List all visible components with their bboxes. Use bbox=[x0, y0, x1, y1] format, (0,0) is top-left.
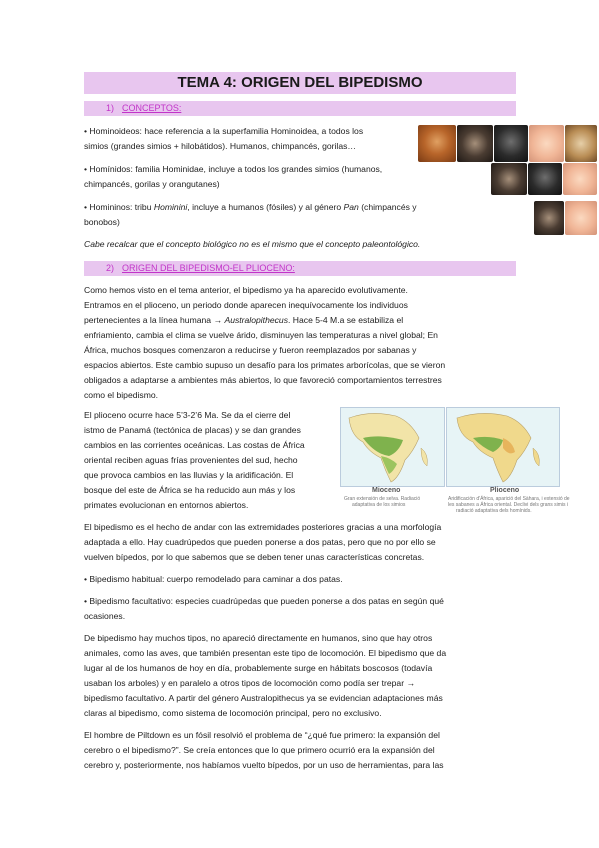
concept-homininos-line1 bbox=[84, 200, 417, 215]
map-title-plioceno: Plioceno bbox=[490, 487, 520, 494]
section-number: 1) bbox=[106, 103, 115, 113]
map-caption-mioceno: Gran extensión de selva. Radiació bbox=[344, 496, 421, 502]
concept-hominoideos-line1: • Hominoideos: hace referencia a la superfamilia Hominoidea, a todos los bbox=[84, 126, 364, 136]
paragraph-line: que provoca cambios en las lluvias y la aridificación. El bbox=[84, 470, 294, 480]
text: • Homininos: tribu bbox=[84, 202, 154, 212]
bullet-bipedismo-facultativo: • Bipedismo facultativo: especies cuadrúpedas que pueden ponerse a dos patas en según qué bbox=[84, 596, 444, 606]
paragraph-line: El hombre de Piltdown es un fósil resolvió el problema de “¿qué fue primero: la expansión del bbox=[84, 730, 440, 740]
taxon-italic: Pan bbox=[343, 202, 359, 212]
paragraph-line bbox=[84, 313, 403, 328]
paragraph-line: espacios abiertos. Este cambio supuso un desafío para los primates arborícolas, que se vieron bbox=[84, 360, 446, 370]
section-number: 2) bbox=[106, 263, 115, 273]
orangutan-photo bbox=[418, 125, 456, 162]
chimpanzee-photo bbox=[534, 201, 564, 235]
paragraph-line: cerebro o el bipedismo?”. Se creía entonces que lo que primero ocurrió era la expansión del bbox=[84, 745, 435, 755]
section-heading-conceptos bbox=[84, 101, 516, 116]
section-label: ORIGEN DEL BIPEDISMO-EL PLIOCENO: bbox=[122, 263, 295, 273]
paragraph-line: oriental reciben aguas frías provenientes del sud, hecho bbox=[84, 455, 298, 465]
paragraph-line: vuelven bípedos, por lo que sabemos que se deben tener unas características concretas. bbox=[84, 552, 425, 562]
text: , incluye a humanos (fósiles) y al género bbox=[187, 202, 344, 212]
paragraph-line: adaptada a ello. Hay cuadrúpedos que pueden ponerse a dos patas, pero que no por ello se bbox=[84, 537, 436, 547]
map-caption-plioceno: Aridificación d'África, aparició del Sàhara, i extensió de bbox=[448, 496, 570, 502]
paragraph-line: usaban los arboles) y en paralelo a otros tipos de locomoción como podía ser trepar → bbox=[84, 678, 416, 688]
chimpanzee-photo bbox=[457, 125, 493, 162]
gibbon-photo bbox=[565, 125, 597, 162]
section-heading-plioceno bbox=[84, 261, 516, 276]
map-caption-mioceno: adaptativa de los simios bbox=[352, 502, 406, 508]
chimpanzee-photo bbox=[491, 163, 527, 195]
text: . Hace 5-4 M.a se estabiliza el bbox=[288, 315, 404, 325]
paragraph-line: Como hemos visto en el tema anterior, el bipedismo ya ha aparecido evolutivamente. bbox=[84, 285, 408, 295]
paragraph-line: bipedismo facultativo. A partir del género Australopithecus ya se evidencian adaptaciones más bbox=[84, 693, 443, 703]
paragraph-line: claras al bipedismo, como sistema de locomoción principal, pero no exclusivo. bbox=[84, 708, 382, 718]
paragraph-line: De bipedismo hay muchos tipos, no apareció directamente en humanos, sino que hay otros bbox=[84, 633, 433, 643]
paragraph-line: bosque del este de África se ha reducido aun más y los bbox=[84, 485, 296, 495]
map-title-mioceno: Mioceno bbox=[372, 487, 401, 494]
page-title: TEMA 4: ORIGEN DEL BIPEDISMO bbox=[84, 72, 516, 94]
pliocene-africa-map bbox=[446, 407, 560, 487]
taxon-italic: Australopithecus bbox=[224, 315, 289, 325]
paragraph-line: El bipedismo es el hecho de andar con las extremidades posteriores gracias a una morfología bbox=[84, 522, 442, 532]
concept-homininos-line2: bonobos) bbox=[84, 217, 120, 227]
map-caption-plioceno: radiació adaptativa dels homínids. bbox=[456, 508, 532, 514]
paragraph-line: África, muchos bosques comenzaron a reducirse y fueron reemplazados por sabanas y bbox=[84, 345, 417, 355]
paragraph-line: animales, como las aves, que también presentan este tipo de locomoción. El bipedismo que da bbox=[84, 648, 447, 658]
miocene-africa-map bbox=[340, 407, 445, 487]
concept-hominidos-line2: chimpancés, gorilas y orangutanes) bbox=[84, 179, 220, 189]
paragraph-line: lugar al de los humanos de hoy en día, probablemente surge en hábitats boscosos (todavía bbox=[84, 663, 433, 673]
paragraph-line: cambios en las corrientes oceánicas. Las costas de África bbox=[84, 440, 305, 450]
section-label: CONCEPTOS: bbox=[122, 103, 182, 113]
bullet-bipedismo-facultativo: ocasiones. bbox=[84, 611, 126, 621]
concept-hominoideos-line2: simios (grandes simios + hilobátidos). Humanos, chimpancés, gorilas… bbox=[84, 141, 357, 151]
paragraph-line: istmo de Panamá (tectónica de placas) y se dan grandes bbox=[84, 425, 301, 435]
paragraph-line: como el bipedismo. bbox=[84, 390, 159, 400]
paragraph-line: primates evolucionan en entornos abiertos. bbox=[84, 500, 249, 510]
paragraph-line: obligados a adaptarse a ambientes más abiertos, lo que favoreció comportamientos terrestres bbox=[84, 375, 442, 385]
gorilla-photo bbox=[528, 163, 562, 195]
gorilla-photo bbox=[494, 125, 528, 162]
concept-hominidos-line1: • Homínidos: familia Hominidae, incluye a todos los grandes simios (humanos, bbox=[84, 164, 383, 174]
paragraph-line: El plioceno ocurre hace 5’3-2’6 Ma. Se da el cierre del bbox=[84, 410, 291, 420]
paragraph-line: cerebro y, posteriormente, nos habíamos vuelto bípedos, por un uso de herramientas, para las bbox=[84, 760, 444, 770]
taxon-italic: Hominini bbox=[153, 202, 188, 212]
bullet-bipedismo-habitual: • Bipedismo habitual: cuerpo remodelado para caminar a dos patas. bbox=[84, 574, 343, 584]
text: (chimpancés y bbox=[358, 202, 417, 212]
baby-photo bbox=[563, 163, 597, 195]
paragraph-line: enfriamiento, cambia el clima se vuelve árido, disminuyen las temperaturas a nivel global; En bbox=[84, 330, 438, 340]
text: pertenecientes a la línea humana → bbox=[84, 315, 225, 325]
concept-note: Cabe recalcar que el concepto biológico no es el mismo que el concepto paleontológico. bbox=[84, 239, 421, 249]
paragraph-line: Entramos en el plioceno, un periodo donde aparecen inequívocamente los individuos bbox=[84, 300, 408, 310]
baby-photo bbox=[529, 125, 564, 162]
baby-photo bbox=[565, 201, 597, 235]
map-caption-plioceno: les sabanes a África oriental. Declivi dels grans simis i bbox=[448, 502, 569, 508]
